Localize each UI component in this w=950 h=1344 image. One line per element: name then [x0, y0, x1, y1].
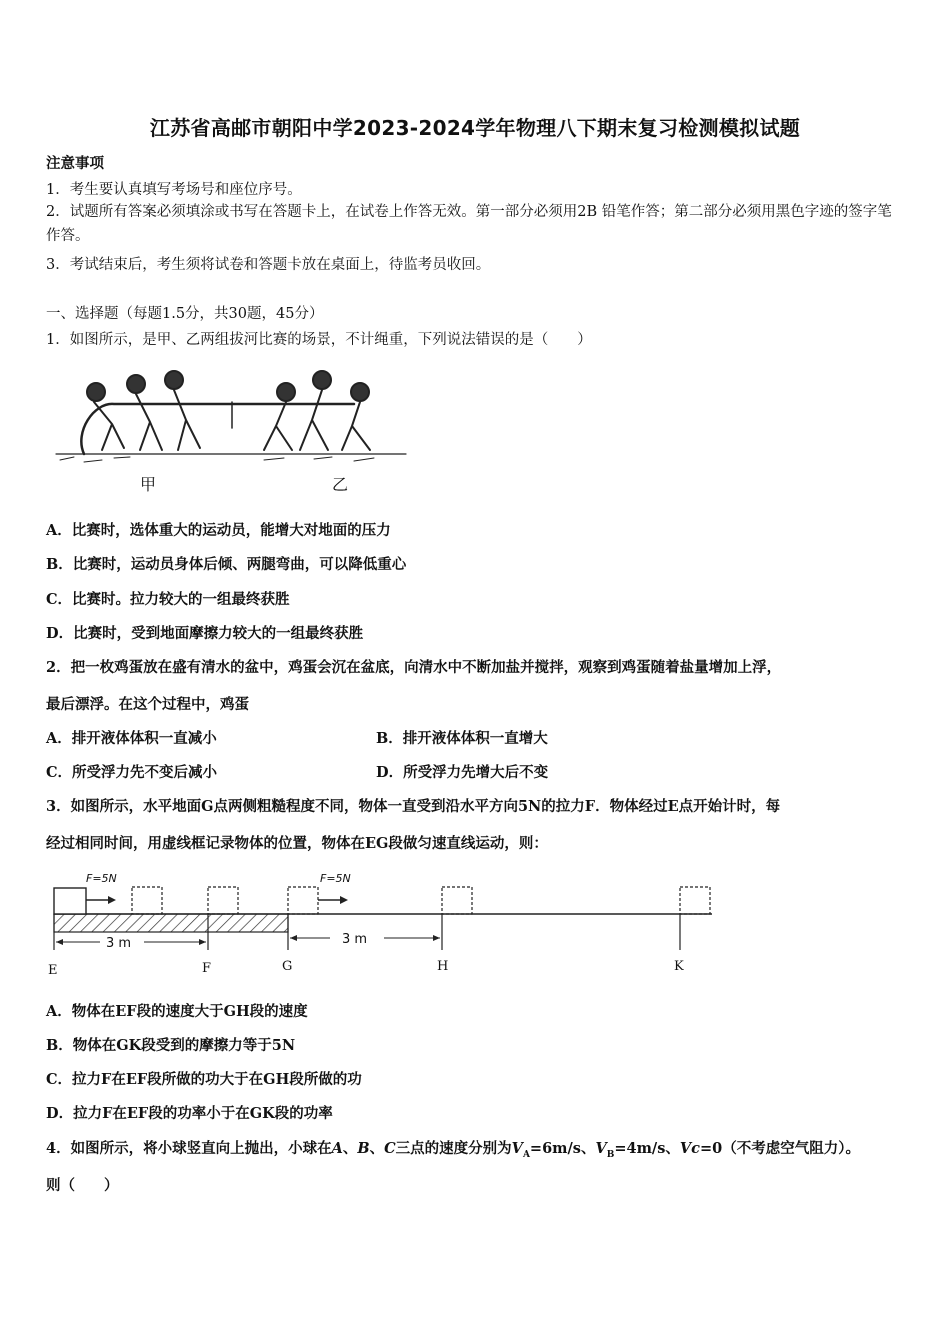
force-label-2: F=5N [320, 872, 351, 885]
point-g: G [282, 959, 293, 974]
q3-option-c: C．拉力F在EF段所做的功大于在GH段所做的功 [46, 1071, 362, 1088]
q1-option-c: C．比赛时。拉力较大的一组最终获胜 [46, 591, 290, 608]
q2-option-d: D．所受浮力先增大后不变 [376, 764, 549, 781]
distance-label-2: 3 m [342, 932, 368, 947]
notice-item-2: 2．试题所有答案必须填涂或书写在答题卡上，在试卷上作答无效。第一部分必须用2B 铅笔作答；第二部分必须用黑色字迹的签字笔作答。 [46, 204, 892, 244]
q4-stem-line1: 4．如图所示，将小球竖直向上抛出，小球在A、B、C三点的速度分别为$V_A=6m/s$、$V_B=4m/s$、Vc=0（不考虑空气阻力）。 [46, 1140, 860, 1160]
fig1-label-right: 乙 [332, 475, 349, 494]
q2-stem-line2: 最后漂浮。在这个过程中，鸡蛋 [46, 696, 249, 713]
q2-option-a: A．排开液体体积一直减小 [46, 730, 217, 747]
notice-heading: 注意事项 [46, 155, 104, 172]
q1-stem: 1．如图所示，是甲、乙两组拔河比赛的场景，不计绳重，下列说法错误的是（ ） [46, 332, 592, 348]
q3-option-a: A．物体在EF段的速度大于GH段的速度 [46, 1003, 308, 1020]
q2-option-c: C．所受浮力先不变后减小 [46, 764, 218, 781]
q2-stem-line1: 2．把一枚鸡蛋放在盛有清水的盆中，鸡蛋会沉在盆底，向清水中不断加盐并搅拌，观察到鸡蛋随着盐量增加上浮， [46, 659, 782, 676]
distance-label-1: 3 m [106, 936, 132, 951]
q2-option-b: B．排开液体体积一直增大 [376, 730, 548, 747]
point-k: K [674, 959, 684, 974]
page-title: 江苏省高邮市朝阳中学2023-2024学年物理八下期末复习检测模拟试题 [149, 116, 801, 140]
q3-option-b: B．物体在GK段受到的摩擦力等于5N [46, 1037, 296, 1054]
q3-stem-line2: 经过相同时间，用虚线框记录物体的位置，物体在EG段做匀速直线运动，则： [46, 835, 548, 852]
force-label-1: F=5N [86, 872, 117, 885]
q1-option-a: A．比赛时，选体重大的运动员，能增大对地面的压力 [46, 522, 391, 539]
motion-diagram [44, 866, 724, 986]
tug-of-war-figure [54, 362, 410, 498]
point-h: H [437, 959, 449, 974]
notice-item-3: 3．考试结束后，考生须将试卷和答题卡放在桌面上，待监考员收回。 [46, 257, 491, 273]
point-f: F [202, 961, 212, 976]
notice-item-1: 1．考生要认真填写考场号和座位序号。 [46, 182, 302, 198]
q4-stem-line2: 则（ ） [46, 1177, 119, 1194]
point-e: E [48, 963, 58, 978]
q3-stem-line1: 3．如图所示，水平地面G点两侧粗糙程度不同，物体一直受到沿水平方向5N的拉力F．物体经过E点开始计时，每 [46, 798, 781, 815]
q3-option-d: D．拉力F在EF段的功率小于在GK段的功率 [46, 1105, 333, 1122]
q1-option-b: B．比赛时，运动员身体后倾、两腿弯曲，可以降低重心 [46, 556, 407, 573]
section-heading: 一、选择题（每题1.5分，共30题，45分） [46, 306, 324, 322]
fig1-label-left: 甲 [140, 475, 157, 494]
q1-option-d: D．比赛时，受到地面摩擦力较大的一组最终获胜 [46, 625, 364, 642]
